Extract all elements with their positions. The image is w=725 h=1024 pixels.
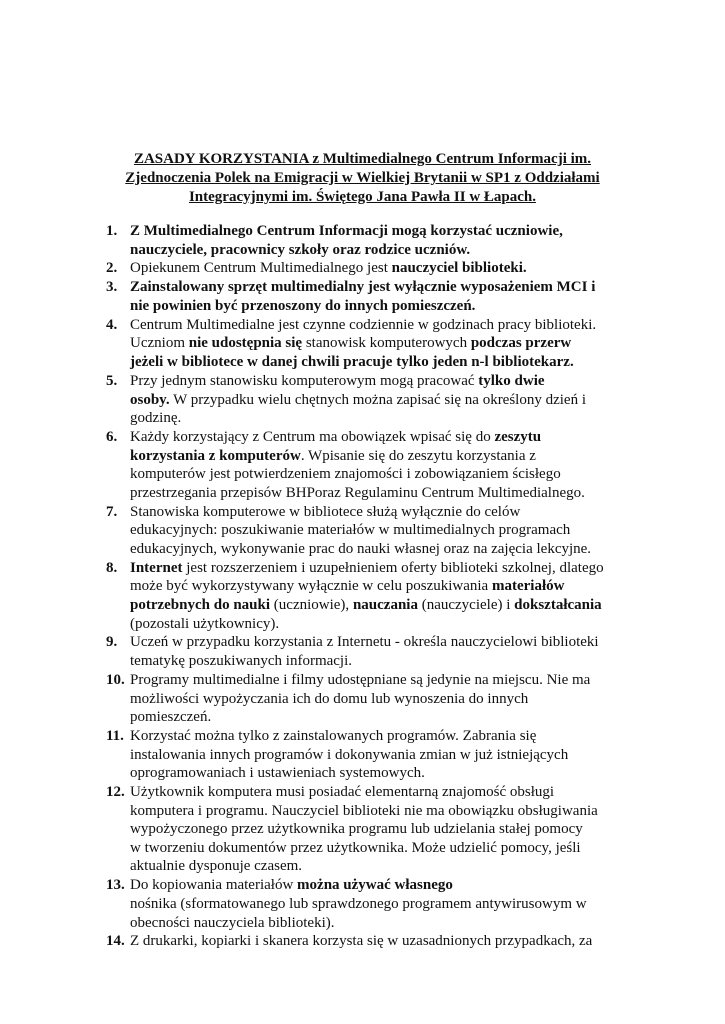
rule-text xyxy=(130,259,646,278)
text-segment: pomieszczeń. xyxy=(130,709,212,726)
text-segment: Do kopiowania materiałów xyxy=(130,877,298,894)
rule-line xyxy=(130,690,646,709)
rule-item xyxy=(106,559,646,633)
text-segment: edukacyjnych, wykonywanie prac do nauki własnej oraz na zajęcia lekcyjne. xyxy=(130,540,592,557)
title-line-2: Zjednoczenia Polek na Emigracji w Wielkiej Brytanii w SP1 z Oddziałami xyxy=(125,170,600,186)
bold-segment: nie udostępnia się xyxy=(188,335,303,352)
text-segment: komputera i programu. Nauczyciel biblioteki nie ma obowiązku obsługiwania xyxy=(130,802,598,819)
rule-number: 11. xyxy=(106,728,124,744)
rule-text xyxy=(130,316,646,372)
rule-line xyxy=(130,671,646,690)
rule-number: 12. xyxy=(106,784,125,801)
bold-segment: nauczania xyxy=(352,596,418,613)
rule-line xyxy=(130,839,646,858)
rule-text xyxy=(130,278,646,315)
rule-item xyxy=(106,316,646,372)
bold-segment: Z Multimedialnego Centrum Informacji mogą korzystać uczniowie, xyxy=(130,223,563,239)
rule-item xyxy=(106,671,646,727)
rule-text xyxy=(130,559,646,633)
text-segment: może być wykorzystywany wyłącznie w celu poszukiwania xyxy=(130,578,492,595)
rule-number: 5. xyxy=(106,372,118,389)
document-title xyxy=(100,150,625,207)
text-segment: aktualnie dysponuje czasem. xyxy=(130,858,303,875)
text-segment: Programy multimedialne i filmy udostępniane są jedynie na miejscu. Nie ma xyxy=(130,671,591,688)
rule-line xyxy=(130,353,646,372)
rule-number: 8. xyxy=(106,559,118,576)
rule-item xyxy=(106,503,646,559)
text-segment: Korzystać można tylko z zainstalowanych programów. Zabrania się xyxy=(130,728,537,744)
rule-line xyxy=(130,391,646,410)
rule-line xyxy=(130,802,646,821)
text-segment: . Wpisanie się do zeszytu korzystania z xyxy=(300,447,536,464)
rule-line xyxy=(130,914,646,933)
rule-line xyxy=(130,465,646,484)
rule-text xyxy=(130,876,646,932)
rule-number: 10. xyxy=(106,671,125,688)
text-segment: Z drukarki, kopiarki i skanera korzysta się w uzasadnionych przypadkach, za xyxy=(130,933,593,950)
bold-segment: jeżeli w bibliotece w danej chwili pracuje tylko jeden n-l bibliotekarz. xyxy=(130,354,574,371)
rule-number: 3. xyxy=(106,279,118,296)
rule-line xyxy=(130,428,646,447)
rule-line xyxy=(130,316,646,335)
bold-segment: materiałów xyxy=(491,578,565,595)
text-segment: Opiekunem Centrum Multimedialnego jest xyxy=(130,260,392,277)
rule-line xyxy=(130,278,646,297)
rule-number: 13. xyxy=(106,877,125,894)
rule-line xyxy=(130,297,646,316)
text-segment: oprogramowaniach i ustawieniach systemowych. xyxy=(130,765,425,782)
text-segment: wypożyczonego przez użytkownika programu lub udzielania stałej pomocy xyxy=(130,821,583,838)
rule-item xyxy=(106,259,646,278)
bold-segment: nie powinien być przenoszony do innych pomieszczeń. xyxy=(130,297,476,314)
rule-line xyxy=(130,746,646,765)
text-segment: komputerów jest potwierdzeniem znajomości i zobowiązaniem ścisłego xyxy=(130,466,561,483)
text-segment: w tworzeniu dokumentów przez użytkownika. Może udzielić pomocy, jeśli xyxy=(130,839,581,856)
bold-segment: można używać własnego xyxy=(297,877,453,894)
rule-text xyxy=(130,428,646,502)
rules-list xyxy=(106,222,646,951)
rule-number: 6. xyxy=(106,429,118,446)
rule-item xyxy=(106,932,646,951)
bold-segment: Zainstalowany sprzęt multimedialny jest wyłącznie wyposażeniem MCI i xyxy=(130,279,596,296)
text-segment: Uczniom xyxy=(130,335,189,352)
text-segment: godzinę. xyxy=(130,410,182,427)
rule-line xyxy=(130,521,646,540)
bold-segment: tylko dwie xyxy=(478,372,545,389)
rule-line xyxy=(130,596,646,615)
rule-item xyxy=(106,428,646,502)
rule-number: 7. xyxy=(106,503,118,520)
rule-item xyxy=(106,727,646,783)
rule-line xyxy=(130,727,646,746)
rule-line xyxy=(130,259,646,278)
bold-segment: korzystania z komputerów xyxy=(130,447,301,464)
rule-line xyxy=(130,633,646,652)
title-line-3: Integracyjnymi im. Świętego Jana Pawła II w Łapach. xyxy=(188,189,537,205)
rule-number: 1. xyxy=(106,223,118,239)
rule-number: 4. xyxy=(106,316,118,333)
rule-line xyxy=(130,222,646,241)
bold-segment: potrzebnych do nauki xyxy=(130,596,271,613)
rule-number: 2. xyxy=(106,260,118,277)
rule-text xyxy=(130,633,646,670)
text-segment: jest rozszerzeniem i uzupełnieniem oferty biblioteki szkolnej, dlatego xyxy=(182,559,604,576)
rule-text xyxy=(130,932,646,951)
rule-line xyxy=(130,484,646,503)
rule-text xyxy=(130,372,646,428)
text-segment: stanowisk komputerowych xyxy=(302,335,471,352)
rule-number: 14. xyxy=(106,933,125,950)
rule-line xyxy=(130,540,646,559)
rule-number: 9. xyxy=(106,634,118,651)
rule-line xyxy=(130,577,646,596)
rule-line xyxy=(130,895,646,914)
title-line-1: ZASADY KORZYSTANIA z Multimedialnego Centrum Informacji im. xyxy=(133,151,592,167)
text-segment: Przy jednym stanowisku komputerowym mogą pracować xyxy=(130,372,479,389)
rule-line xyxy=(130,241,646,260)
text-segment: przestrzegania przepisów BHPoraz Regulaminu Centrum Multimedialnego. xyxy=(130,484,585,501)
rule-line xyxy=(130,447,646,466)
text-segment: instalowania innych programów i dokonywania zmian w już istniejących xyxy=(130,746,569,763)
bold-segment: dokształcania xyxy=(514,596,602,613)
text-segment: obecności nauczyciela biblioteki). xyxy=(130,914,335,931)
rule-line xyxy=(130,820,646,839)
text-segment: możliwości wypożyczania ich do domu lub wynoszenia do innych xyxy=(130,690,529,707)
text-segment: nośnika (sformatowanego lub sprawdzonego programem antywirusowym w xyxy=(130,895,587,912)
rule-line xyxy=(130,559,646,578)
rule-line xyxy=(130,372,646,391)
rule-text xyxy=(130,503,646,559)
rule-item xyxy=(106,876,646,932)
bold-segment: zeszytu xyxy=(494,429,542,446)
text-segment: Uczeń w przypadku korzystania z Internetu - określa nauczycielowi biblioteki xyxy=(130,634,599,651)
text-segment: Stanowiska komputerowe w bibliotece służą wyłącznie do celów xyxy=(130,503,521,520)
text-segment: tematykę poszukiwanych informacji. xyxy=(130,653,353,670)
rule-line xyxy=(130,708,646,727)
rule-line xyxy=(130,334,646,353)
bold-segment: nauczyciel biblioteki. xyxy=(391,260,527,277)
rule-text xyxy=(130,783,646,876)
rule-line xyxy=(130,857,646,876)
rule-item xyxy=(106,783,646,876)
rule-line xyxy=(130,615,646,634)
text-segment: Centrum Multimedialne jest czynne codziennie w godzinach pracy biblioteki. xyxy=(130,316,597,333)
text-segment: W przypadku wielu chętnych można zapisać się na określony dzień i xyxy=(169,391,586,408)
rule-text xyxy=(130,671,646,727)
text-segment: (uczniowie), xyxy=(270,596,353,613)
bold-segment: nauczyciele, pracownicy szkoły oraz rodzice uczniów. xyxy=(130,241,471,258)
bold-segment: podczas przerw xyxy=(470,335,572,352)
rule-line xyxy=(130,783,646,802)
rule-line xyxy=(130,503,646,522)
text-segment: Każdy korzystający z Centrum ma obowiązek wpisać się do xyxy=(130,429,495,446)
rule-item xyxy=(106,372,646,428)
rule-item xyxy=(106,278,646,315)
text-segment: edukacyjnych: poszukiwanie materiałów w multimedialnych programach xyxy=(130,522,571,539)
bold-segment: Internet xyxy=(130,559,183,576)
rule-text xyxy=(130,727,646,783)
text-segment: (pozostali użytkownicy). xyxy=(130,615,280,632)
text-segment: (nauczyciele) i xyxy=(417,596,515,613)
rule-line xyxy=(130,932,646,951)
rule-line xyxy=(130,409,646,428)
rule-item xyxy=(106,633,646,670)
rule-line xyxy=(130,876,646,895)
rule-text xyxy=(130,222,646,259)
rule-line xyxy=(130,764,646,783)
text-segment: Użytkownik komputera musi posiadać elementarną znajomość obsługi xyxy=(130,784,555,801)
rule-line xyxy=(130,652,646,671)
bold-segment: osoby. xyxy=(130,391,170,408)
rule-item xyxy=(106,222,646,259)
